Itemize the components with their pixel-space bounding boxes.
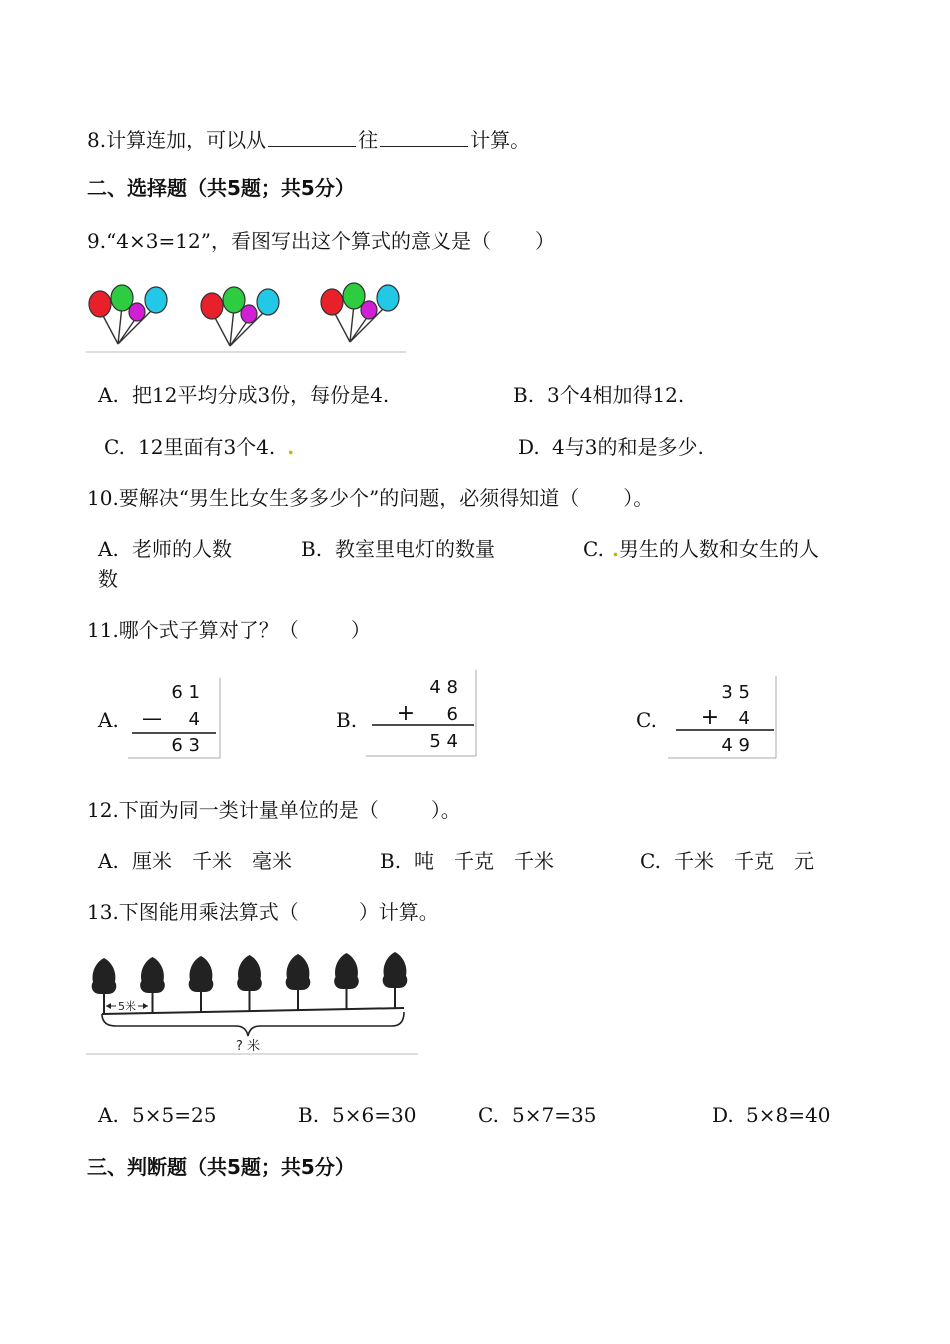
option-text: 12里面有3个4. [138, 435, 276, 459]
q8-text-before: 8.计算连加，可以从 [87, 128, 267, 152]
q8-text-middle: 往 [358, 128, 379, 152]
q9-close-paren: ） [534, 229, 555, 253]
section-3-heading: 三、判断题（共5题；共5分） [87, 1155, 355, 1179]
option-text: 4与3的和是多少. [552, 435, 704, 459]
section-2-heading: 二、选择题（共5题；共5分） [87, 176, 355, 200]
calc-operator: + [396, 701, 416, 726]
option-label: A. [98, 1103, 119, 1127]
tree-row [92, 952, 408, 1014]
q9-option-d[interactable] [518, 437, 704, 457]
option-text: 5×8=40 [746, 1103, 831, 1127]
option-label: A. [98, 383, 119, 407]
q8-text-after: 计算。 [470, 128, 531, 152]
tree-icon [189, 956, 214, 1012]
q10-option-c[interactable] [583, 539, 819, 559]
calc-second-number: 4 [188, 709, 200, 730]
q12-option-c[interactable] [640, 851, 814, 871]
q13-stem-text: 13.下图能用乘法算式（ [87, 900, 299, 924]
q10-option-a[interactable] [98, 539, 232, 559]
q12-option-a[interactable] [98, 851, 292, 871]
balloon-bunch [89, 285, 167, 344]
balloon-bunch [321, 283, 399, 342]
option-text: 千米 千克 元 [674, 849, 814, 873]
calc-operator: — [142, 706, 162, 730]
option-text: 厘米 千米 毫米 [132, 849, 292, 873]
option-label: B. [513, 383, 535, 407]
calc-top-number: 6 1 [171, 682, 200, 703]
calc-top-number: 3 5 [721, 682, 750, 703]
q12-option-b[interactable] [380, 851, 554, 871]
q9-option-b[interactable] [513, 385, 684, 405]
stray-dot: . [611, 537, 619, 561]
q13-option-c[interactable] [478, 1105, 596, 1125]
option-text: 把12平均分成3份，每份是4. [132, 383, 390, 407]
question-12-stem [87, 800, 461, 820]
option-text: 3个4相加得12. [547, 383, 685, 407]
q9-balloon-picture [86, 280, 408, 356]
q8-blank-2[interactable] [380, 128, 468, 147]
q11-vertical-calc-a [128, 676, 224, 760]
option-label: C. [640, 849, 661, 873]
option-text: 老师的人数 [132, 537, 232, 561]
spacing-label: 5米 [118, 1000, 136, 1013]
q13-close-paren: ）计算。 [358, 900, 439, 924]
option-text: 吨 千克 千米 [414, 849, 554, 873]
tree-icon [237, 955, 262, 1011]
option-text: 5×5=25 [132, 1103, 217, 1127]
option-label: C. [583, 537, 604, 561]
q11-option-b-label[interactable]: B. [336, 708, 358, 732]
option-label: B. [380, 849, 402, 873]
tree-icon [383, 952, 408, 1008]
q11-close-paren: ） [350, 618, 371, 642]
q13-option-b[interactable] [298, 1105, 416, 1125]
q13-option-a[interactable] [98, 1105, 216, 1125]
question-9-stem [87, 231, 555, 251]
question-11-stem [87, 620, 371, 640]
q10-stem-text: 10.要解决“男生比女生多多少个”的问题，必须得知道（ [87, 486, 580, 510]
balloon-bunch [201, 287, 279, 346]
option-label: B. [301, 537, 323, 561]
q12-stem-text: 12.下面为同一类计量单位的是（ [87, 798, 379, 822]
option-text: 5×6=30 [332, 1103, 417, 1127]
option-label: A. [98, 849, 119, 873]
option-label: A. [98, 537, 119, 561]
calc-result: 4 9 [721, 735, 750, 756]
calc-result: 6 3 [171, 735, 200, 756]
q11-vertical-calc-b [366, 668, 480, 758]
q13-tree-diagram [86, 950, 420, 1056]
total-brace [102, 1012, 404, 1036]
option-label: B. [298, 1103, 320, 1127]
q10-close-paren: ）。 [623, 486, 654, 510]
stray-dot: . [287, 435, 295, 459]
question-8 [87, 128, 530, 150]
option-text: 5×7=35 [512, 1103, 597, 1127]
option-text: 教室里电灯的数量 [335, 537, 495, 561]
q9-option-a[interactable] [98, 385, 389, 405]
q10-option-b[interactable] [301, 539, 495, 559]
calc-second-number: 4 [738, 708, 750, 729]
q11-stem-text: 11.哪个式子算对了？（ [87, 618, 299, 642]
option-label: C. [104, 435, 125, 459]
option-label: D. [712, 1103, 734, 1127]
q13-option-d[interactable] [712, 1105, 830, 1125]
calc-result: 5 4 [429, 731, 458, 752]
q10-option-c-wrap: 数 [98, 567, 118, 591]
option-text: 男生的人数和女生的人 [618, 537, 819, 561]
question-10-stem [87, 488, 653, 508]
calc-operator: + [700, 705, 720, 730]
q11-option-a-label[interactable]: A. [98, 708, 119, 732]
q11-vertical-calc-c [668, 674, 780, 760]
q9-option-c[interactable] [104, 437, 294, 457]
q11-option-c-label[interactable]: C. [636, 708, 657, 732]
q8-blank-1[interactable] [268, 128, 356, 147]
tree-icon [286, 954, 311, 1010]
total-length-label: ? 米 [235, 1039, 261, 1054]
tree-icon [334, 953, 359, 1009]
q9-stem-text: 9.“4×3=12”，看图写出这个算式的意义是（ [87, 229, 491, 253]
question-13-stem [87, 902, 439, 922]
calc-top-number: 4 8 [429, 677, 458, 698]
q12-close-paren: ）。 [430, 798, 461, 822]
calc-second-number: 6 [446, 704, 458, 725]
option-label: C. [478, 1103, 499, 1127]
option-label: D. [518, 435, 540, 459]
